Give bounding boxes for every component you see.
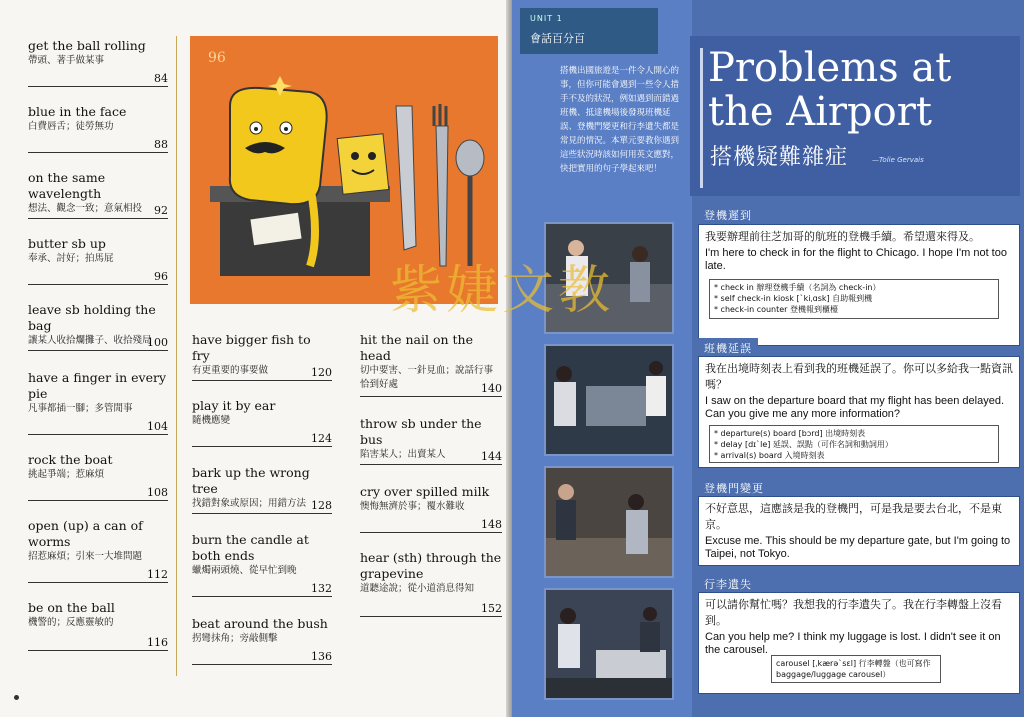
phrase-card — [698, 496, 1020, 566]
idiom-chinese: 道聽途說；從小道消息得知 — [360, 583, 475, 594]
idiom-entry — [360, 416, 502, 462]
page-dot — [14, 695, 19, 700]
gloss-line: * delay [dɪˋle] 延誤、誤點（可作名詞和動詞用） — [714, 440, 893, 449]
idiom-chinese: 找錯對象或原因；用錯方法 — [192, 498, 307, 509]
idiom-english: open (up) a can of worms — [28, 518, 143, 549]
idiom-chinese: 隨機應變 — [192, 415, 231, 426]
idiom-page: 112 — [28, 568, 168, 583]
idiom-page: 132 — [192, 582, 332, 597]
idiom-chinese: 讓某人收拾爛攤子、收拾殘局 — [28, 335, 152, 346]
idiom-page: 92 — [28, 204, 168, 219]
author: —Tolie Gervais — [872, 156, 924, 164]
phrase-english: Can you help me? I think my luggage is lost. I didn't see it on the carousel. — [705, 631, 1001, 656]
idiom-english: play it by ear — [192, 398, 276, 413]
idiom-entry — [28, 170, 168, 216]
idiom-page: 120 — [192, 366, 332, 381]
phrase-english: Excuse me. This should be my departure gate, but I'm going to Taipei, not Tokyo. — [705, 535, 1011, 560]
idiom-chinese: 機警的；反應靈敏的 — [28, 617, 114, 628]
idiom-page: 116 — [28, 636, 168, 651]
idiom-entry — [192, 616, 332, 663]
idiom-english: bark up the wrong tree — [192, 465, 310, 496]
gloss-line: * self check-in kiosk [ˋkiˌɑsk] 自助報到機 — [714, 294, 873, 303]
idiom-chinese: 懊悔無濟於事；覆水難收 — [360, 501, 465, 512]
idiom-entry — [192, 465, 332, 511]
idiom-entry — [28, 104, 168, 151]
idiom-page: 144 — [360, 450, 502, 465]
idiom-chinese: 凡事都插一腳；多管閒事 — [28, 403, 133, 414]
idiom-chinese: 招惹麻煩；引來一大堆問題 — [28, 551, 143, 562]
idiom-english: have a finger in every pie — [28, 370, 167, 401]
idiom-english: hit the nail on the head — [360, 332, 473, 363]
idiom-english: throw sb under the bus — [360, 416, 482, 447]
unit-header — [520, 8, 658, 54]
idiom-entry — [28, 236, 168, 283]
airport-photo-2 — [544, 344, 674, 456]
section-tag: 登機門變更 — [698, 478, 770, 496]
idiom-entry — [28, 452, 168, 499]
idiom-english: rock the boat — [28, 452, 113, 467]
idiom-page: 128 — [192, 499, 332, 514]
idiom-english: have bigger fish to fry — [192, 332, 311, 363]
idiom-page: 140 — [360, 382, 502, 397]
title-english: Problems at the Airport — [708, 45, 952, 135]
idiom-english: butter sb up — [28, 236, 106, 251]
intro-paragraph: 搭機出國旅遊是一件令人開心的事，但你可能會遇到一些令人措手不及的狀況，例如遇到而錯過班機、抵達機場後發現班機延誤、登機門變更和行李遺失都是常見的情況。本單元要教你遇到這些狀況時該如何用英文應對，快把實用的句子學起來吧！ — [560, 66, 680, 174]
idiom-english: on the same wavelength — [28, 170, 106, 201]
idiom-page: 100 — [28, 336, 168, 351]
gloss-line: * arrival(s) board 入境時刻表 — [714, 451, 825, 460]
phrase-card — [698, 356, 1020, 468]
idiom-chinese: 白費唇舌；徒勞無功 — [28, 121, 114, 132]
gloss-line: * departure(s) board [bɔrd] 出境時刻表 — [714, 429, 866, 438]
phrase-chinese: 我在出境時刻表上看到我的班機延誤了。你可以多給我一點資訊嗎？ — [705, 362, 1013, 391]
idiom-english: get the ball rolling — [28, 38, 146, 53]
idiom-chinese: 切中要害、一針見血；說話行事恰到好處 — [360, 365, 494, 390]
phrase-card — [698, 224, 1020, 346]
title-accent-bar — [700, 48, 703, 188]
vocab-gloss — [709, 279, 999, 319]
idiom-entry — [360, 484, 502, 531]
idiom-entry — [192, 398, 332, 445]
idiom-entry — [28, 370, 168, 433]
idiom-chinese: 想法、觀念一致；意氣相投 — [28, 203, 143, 214]
idiom-entry — [28, 600, 168, 649]
gloss-line: carousel [ˌkærəˋsɛl] 行李轉盤（也可寫作 baggage/luggage carousel） — [776, 659, 931, 679]
section-tag: 登機遲到 — [698, 205, 758, 223]
idiom-english: burn the candle at both ends — [192, 532, 309, 563]
idiom-entry — [28, 518, 168, 581]
idiom-english: beat around the bush — [192, 616, 328, 631]
idiom-chinese: 帶頭、著手做某事 — [28, 55, 105, 66]
idiom-page: 152 — [360, 602, 502, 617]
idiom-entry — [28, 302, 168, 348]
idiom-chinese: 蠟燭兩頭燒、從早忙到晚 — [192, 565, 297, 576]
idiom-english: hear (sth) through the grapevine — [360, 550, 502, 581]
idiom-page: 96 — [28, 270, 168, 285]
idiom-english: cry over spilled milk — [360, 484, 490, 499]
idiom-page: 104 — [28, 420, 168, 435]
section-tag: 行李遺失 — [698, 574, 758, 592]
title-box — [690, 36, 1020, 196]
title-chinese: 搭機疑難雜症 — [710, 145, 849, 170]
phrase-english: I saw on the departure board that my flight has been delayed. Can you give me any more information? — [705, 395, 1005, 420]
phrase-chinese: 我要辦理前往芝加哥的航班的登機手續。希望還來得及。 — [705, 230, 980, 243]
phrase-chinese: 不好意思，這應該是我的登機門，可是我是要去台北，不是東京。 — [705, 502, 1002, 531]
idiom-entry — [192, 532, 332, 595]
idiom-english: be on the ball — [28, 600, 115, 615]
illustration-page-number: 96 — [208, 50, 226, 66]
idiom-page: 108 — [28, 486, 168, 501]
idiom-entry — [28, 38, 168, 85]
idiom-entry — [192, 332, 332, 378]
idiom-page: 88 — [28, 138, 168, 153]
unit-label: UNIT 1 — [530, 14, 563, 23]
section-tag: 班機延誤 — [698, 338, 758, 356]
idiom-english: blue in the face — [28, 104, 127, 119]
airport-photo-4 — [544, 588, 674, 700]
watermark: 紫婕文教 — [390, 261, 615, 321]
idiom-page: 148 — [360, 518, 502, 533]
idiom-page: 84 — [28, 72, 168, 87]
idiom-entry — [360, 550, 502, 615]
idiom-english: leave sb holding the bag — [28, 302, 156, 333]
airport-photo-3 — [544, 466, 674, 578]
phrase-chinese: 可以請你幫忙嗎？我想我的行李遺失了。我在行李轉盤上沒看到。 — [705, 598, 1002, 627]
phrase-card — [698, 592, 1020, 694]
idiom-chinese: 奉承、討好；拍馬屁 — [28, 253, 114, 264]
idiom-chinese: 挑起爭端；惹麻煩 — [28, 469, 105, 480]
vocab-gloss — [709, 425, 999, 463]
idiom-entry — [360, 332, 502, 395]
idiom-chinese: 拐彎抹角；旁敲側擊 — [192, 633, 278, 644]
idiom-page: 136 — [192, 650, 332, 665]
gloss-line: * check-in counter 登機報到櫃檯 — [714, 305, 839, 314]
vocab-gloss — [771, 655, 941, 683]
column-divider — [176, 36, 177, 676]
gloss-line: * check in 辦理登機手續（名詞為 check-in） — [714, 283, 881, 292]
phrase-english: I'm here to check in for the flight to Chicago. I hope I'm not too late. — [705, 247, 1007, 272]
idiom-page: 124 — [192, 432, 332, 447]
idiom-chinese: 陷害某人；出賣某人 — [360, 449, 446, 460]
idiom-chinese: 有更重要的事要做 — [192, 365, 269, 376]
section-title: 會話百分百 — [530, 32, 585, 45]
